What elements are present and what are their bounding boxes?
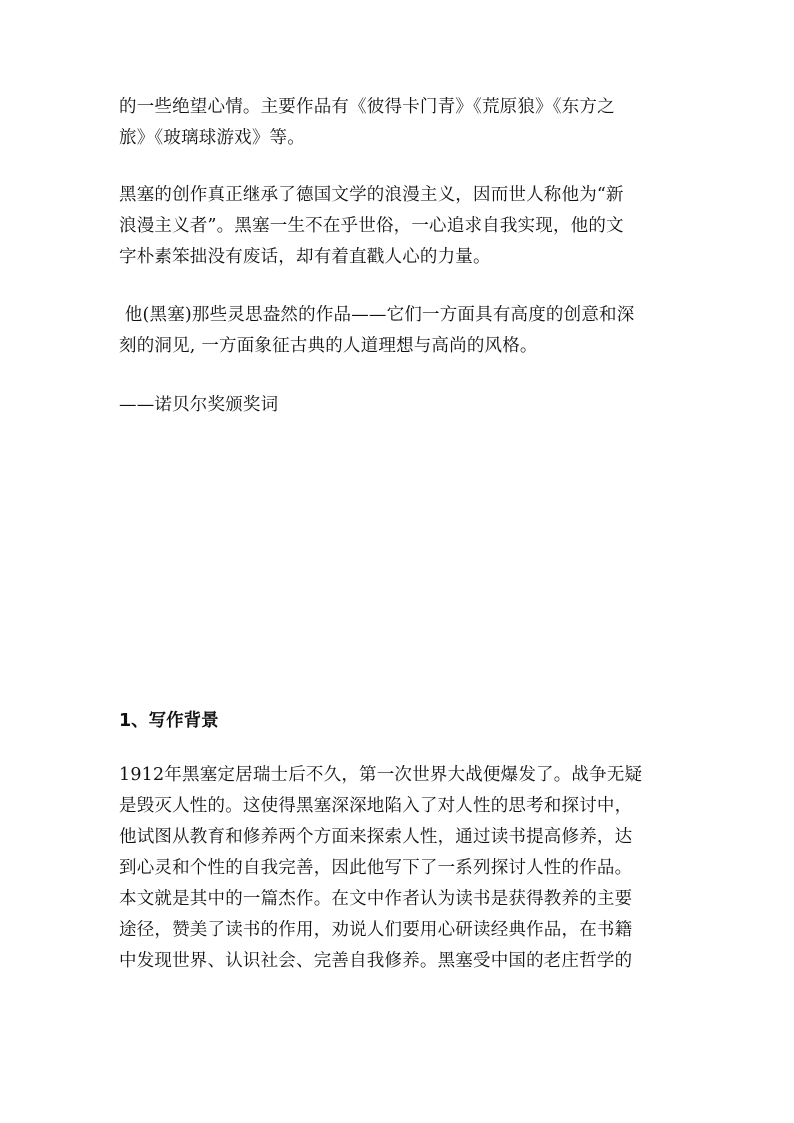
text-line: 中发现世界、认识社会、完善自我修养。黑塞受中国的老庄哲学的 <box>119 951 633 971</box>
section-heading: 1、写作背景 <box>119 711 219 731</box>
text-line: 的一些绝望心情。主要作品有《彼得卡门青》《荒原狼》《东方之 <box>119 97 615 117</box>
text-line: 是毁灭人性的。这使得黑塞深深地陷入了对人性的思考和探讨中， <box>119 796 633 816</box>
paragraph-romanticism <box>119 180 675 273</box>
text-line: 到心灵和个性的自我完善，因此他写下了一系列探讨人性的作品。 <box>119 858 633 878</box>
text-line: 浪漫主义者”。黑塞一生不在乎世俗，一心追求自我实现，他的文 <box>119 216 624 236</box>
paragraph-author-works <box>119 92 675 154</box>
text-line: 1912年黑塞定居瑞士后不久，第一次世界大战便爆发了。战争无疑 <box>119 765 643 785</box>
text-line: 旅》《玻璃球游戏》等。 <box>119 128 305 148</box>
text-line: 他试图从教育和修养两个方面来探索人性，通过读书提高修养，达 <box>119 827 633 847</box>
text-line: 本文就是其中的一篇杰作。在文中作者认为读书是获得教养的主要 <box>119 889 633 909</box>
attribution-text: ——诺贝尔奖颁奖词 <box>119 395 279 415</box>
text-line: 字朴素笨拙没有废话，却有着直戳人心的力量。 <box>119 247 491 267</box>
paragraph-writing-background <box>119 760 675 977</box>
text-line: 黑塞的创作真正继承了德国文学的浪漫主义，因而世人称他为“新 <box>119 185 624 205</box>
text-line: 他(黑塞)那些灵思盎然的作品——它们一方面具有高度的创意和深 <box>119 305 635 325</box>
paragraph-nobel-quote <box>119 300 675 362</box>
text-line: 途径，赞美了读书的作用，劝说人们要用心研读经典作品，在书籍 <box>119 920 633 940</box>
text-line: 刻的洞见, 一方面象征古典的人道理想与高尚的风格。 <box>119 336 538 356</box>
quote-attribution <box>119 390 675 421</box>
